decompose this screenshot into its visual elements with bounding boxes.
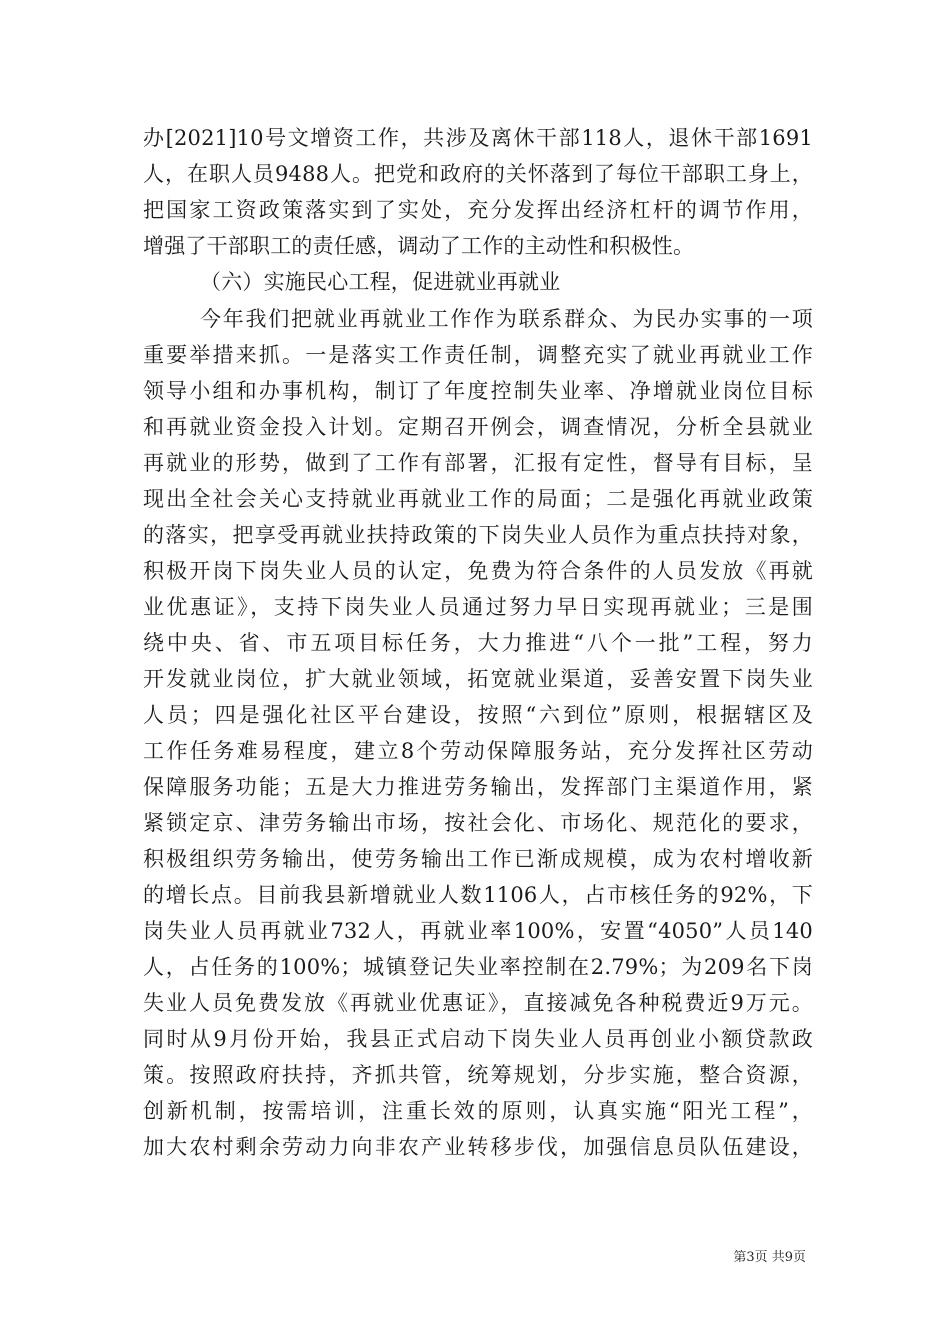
page-number-footer: 第3页 共9页 — [733, 1250, 806, 1265]
body-line: 再就业的形势，做到了工作有部署，汇报有定性，督导有目标，呈 — [143, 451, 813, 475]
body-line: 开发就业岗位，扩大就业领域，拓宽就业渠道，妥善安置下岗失业 — [143, 667, 813, 691]
section-heading: （六）实施民心工程，促进就业再就业 — [200, 270, 561, 294]
body-line: 策。按照政府扶持，齐抓共管，统筹规划，分步实施，整合资源， — [143, 1063, 813, 1087]
paragraph-first-line: 今年我们把就业再就业工作作为联系群众、为民办实事的一项 — [200, 307, 813, 331]
body-line: 绕中央、省、市五项目标任务，大力推进“八个一批”工程，努力 — [143, 631, 813, 655]
body-line: 紧锁定京、津劳务输出市场，按社会化、市场化、规范化的要求， — [143, 811, 813, 835]
body-line: 岗失业人员再就业732人，再就业率100%，安置“4050”人员140 — [143, 919, 813, 943]
body-line: 人，在职人员9488人。把党和政府的关怀落到了每位干部职工身上， — [143, 162, 813, 186]
body-line: 创新机制，按需培训，注重长效的原则，认真实施“阳光工程”， — [143, 1099, 813, 1123]
body-line: 和再就业资金投入计划。定期召开例会，调查情况，分析全县就业 — [143, 415, 813, 439]
body-line: 人，占任务的100%；城镇登记失业率控制在2.79%；为209名下岗 — [143, 955, 813, 979]
body-line: 失业人员免费发放《再就业优惠证》，直接减免各种税费近9万元。 — [143, 991, 813, 1015]
body-line: 积极组织劳务输出，使劳务输出工作已渐成规模，成为农村增收新 — [143, 847, 813, 871]
body-line: 的增长点。目前我县新增就业人数1106人，占市核任务的92%，下 — [143, 883, 813, 907]
body-line: 领导小组和办事机构，制订了年度控制失业率、净增就业岗位目标 — [143, 379, 813, 403]
body-line: 增强了干部职工的责任感，调动了工作的主动性和积极性。 — [143, 234, 695, 258]
body-line: 办[2021]10号文增资工作，共涉及离休干部118人，退休干部1691 — [143, 126, 813, 150]
body-line: 工作任务难易程度，建立8个劳动保障服务站，充分发挥社区劳动 — [143, 739, 813, 763]
body-line: 重要举措来抓。一是落实工作责任制，调整充实了就业再就业工作 — [143, 343, 813, 367]
body-line: 把国家工资政策落实到了实处，充分发挥出经济杠杆的调节作用， — [143, 198, 813, 222]
body-line: 业优惠证》，支持下岗失业人员通过努力早日实现再就业；三是围 — [143, 595, 813, 619]
body-line: 加大农村剩余劳动力向非农产业转移步伐，加强信息员队伍建设， — [143, 1135, 813, 1159]
body-line: 人员；四是强化社区平台建设，按照“六到位”原则，根据辖区及 — [143, 703, 813, 727]
body-line: 同时从9月份开始，我县正式启动下岗失业人员再创业小额贷款政 — [143, 1027, 813, 1051]
body-line: 保障服务功能；五是大力推进劳务输出，发挥部门主渠道作用，紧 — [143, 775, 813, 799]
body-line: 现出全社会关心支持就业再就业工作的局面；二是强化再就业政策 — [143, 487, 813, 511]
body-line: 积极开岗下岗失业人员的认定，免费为符合条件的人员发放《再就 — [143, 559, 813, 583]
body-line: 的落实，把享受再就业扶持政策的下岗失业人员作为重点扶持对象， — [143, 523, 813, 547]
